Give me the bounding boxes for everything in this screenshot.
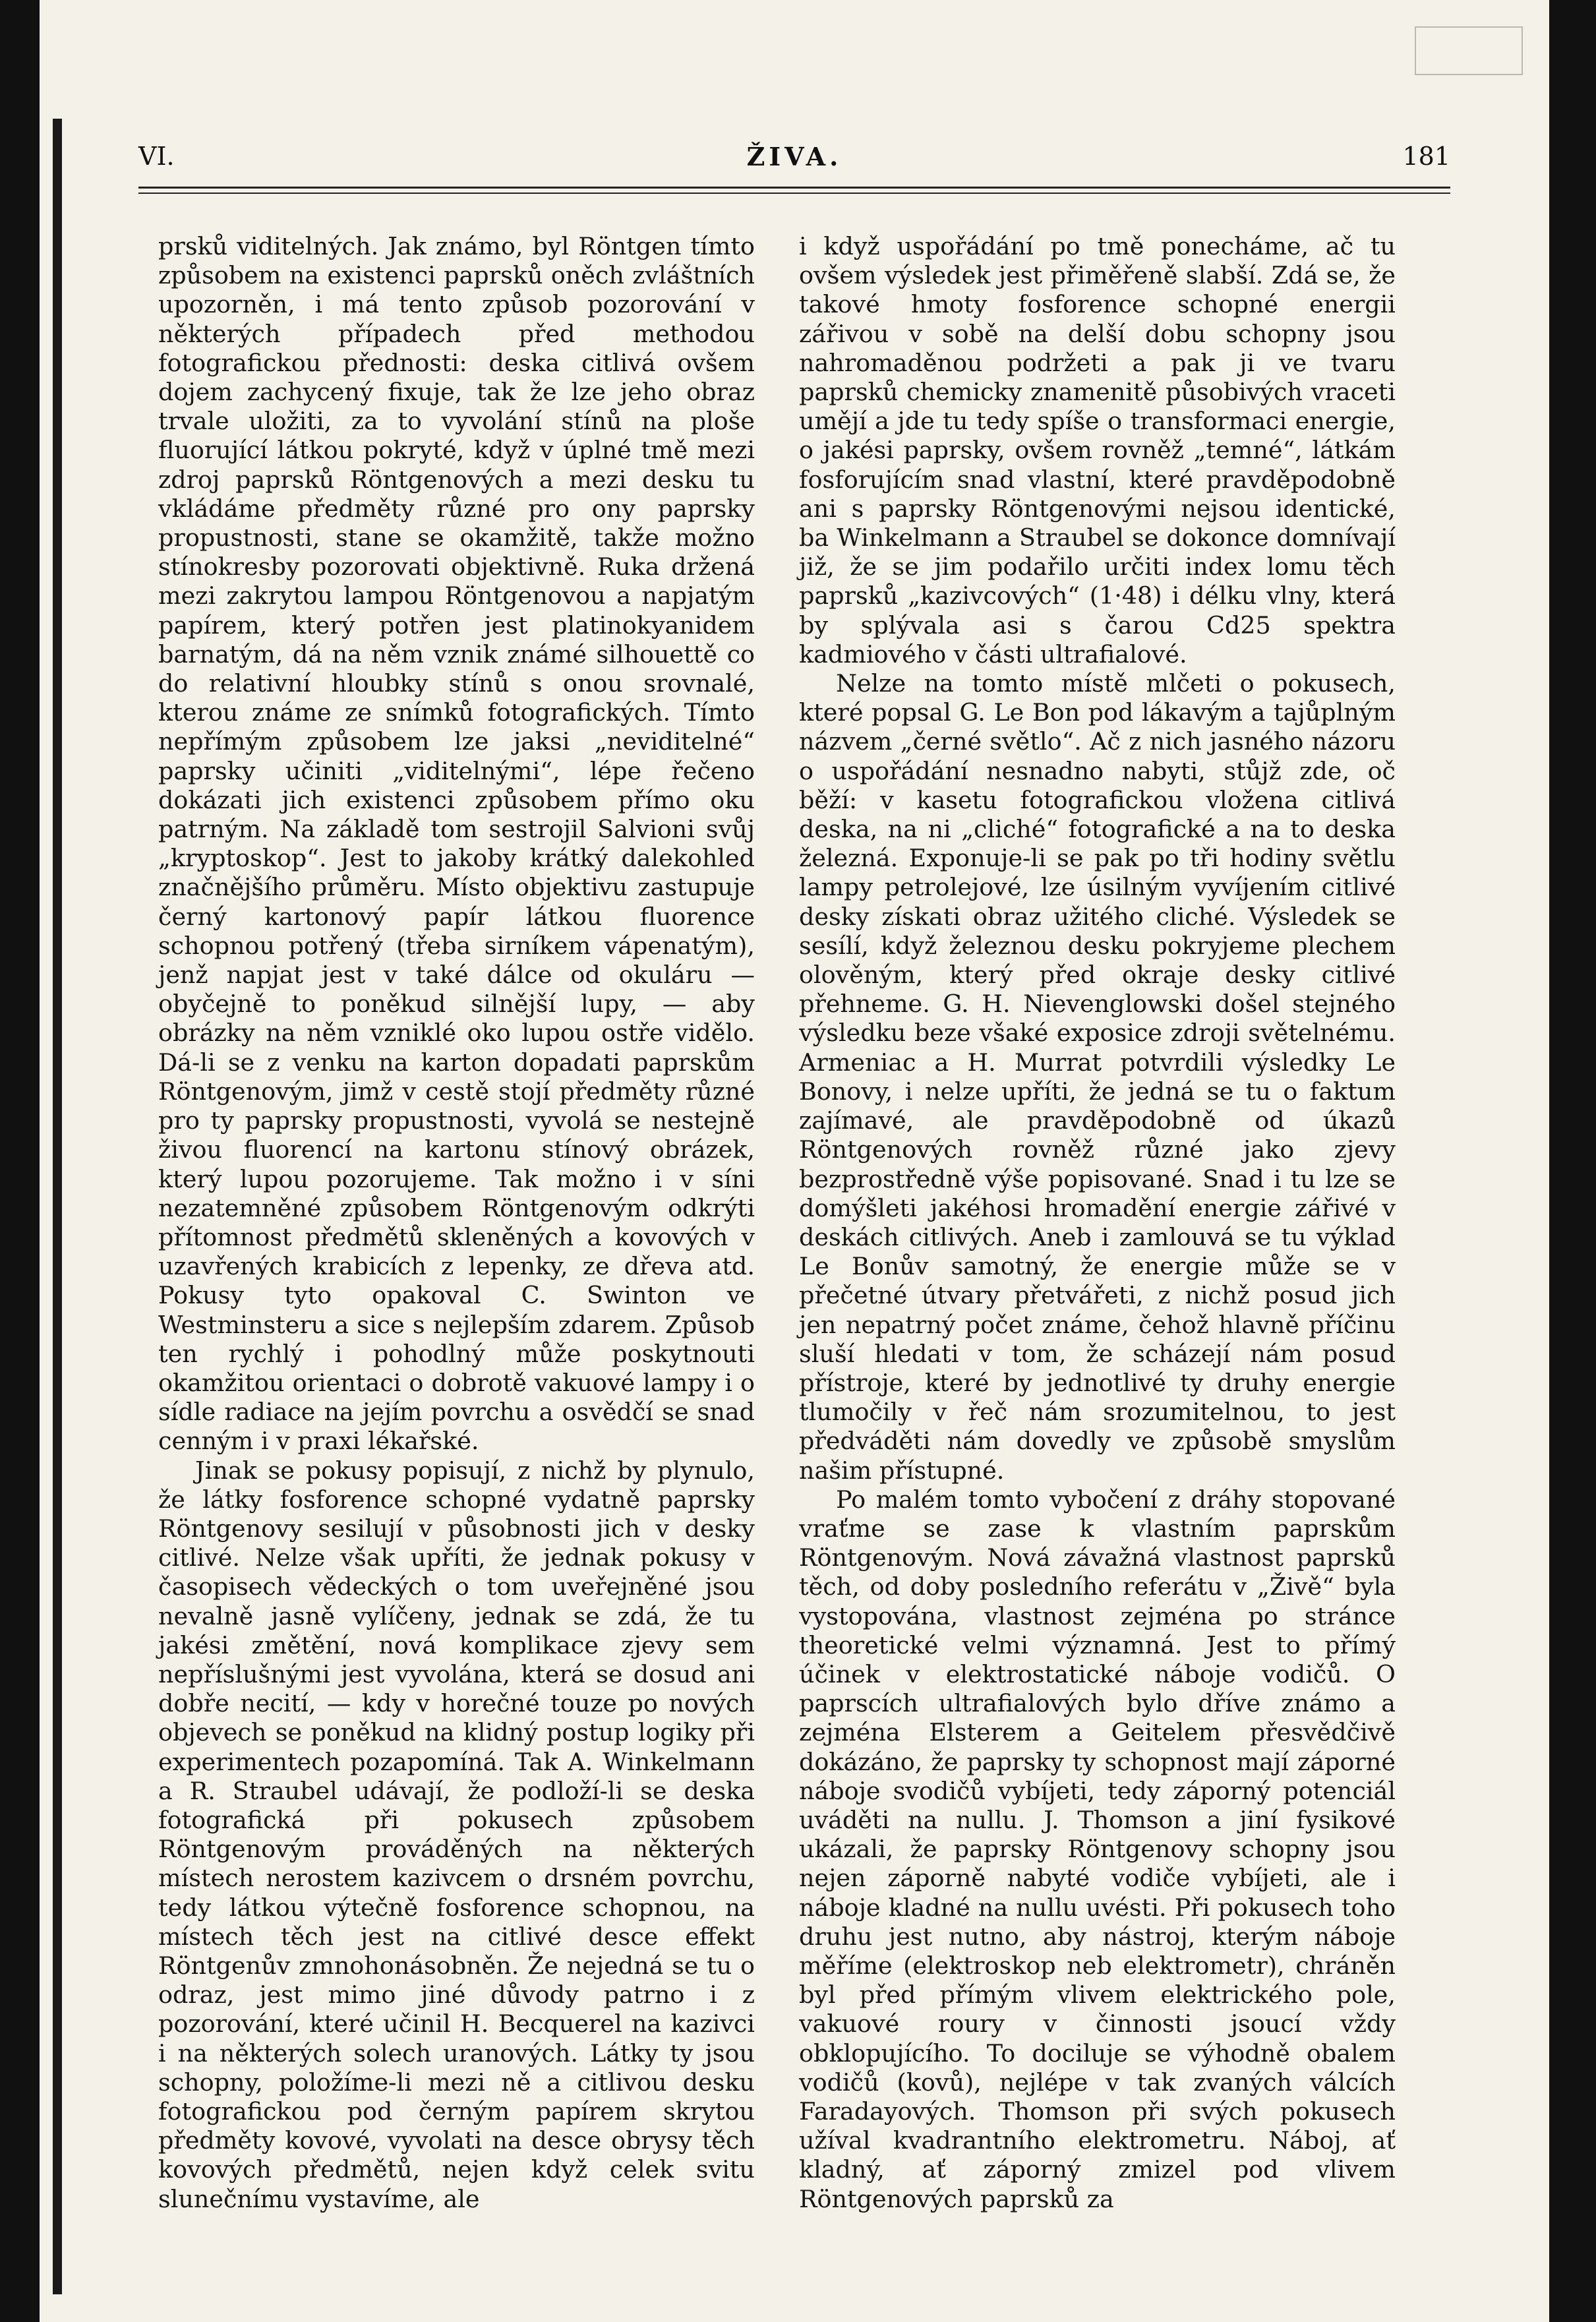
paragraph: Jinak se pokusy popisují, z nichž by plynulo, že látky fosforence schopné vydatně paprsky Röntgenovy sesilují v působnosti jich v desky citlivé. Nelze však upříti, že jednak pokusy v časopisech vědeckých o tom uveřejněné jsou nevalně jasně vylíčeny, jednak se zdá, že tu jakési změtění, nová komplikace zjevy sem nepříslušnými jest vyvolána, která se dosud ani dobře necití, — kdy v horečné touze po nových objevech se poněkud na klidný postup logiky při experimentech pozapomíná. Tak A. Winkelmann a R. Straubel udávají, že podloží-li se deska fotografická při pokusech způsobem Röntgenovým prováděných na některých místech nerostem kazivcem o drsném povrchu, tedy látkou výtečně fosforence schopnou, na místech těch jest na citlivé desce effekt Röntgenův zmnohonásobněn. Že nejedná se tu o odraz, jest mimo jiné důvody patrno i z pozorování, které učinil H. Becquerel na kazivci i na některých solech uranových. Látky ty jsou schopny, položíme-li mezi ně a citlivou desku fotografickou pod černým papírem skrytou předměty kovové, vyvolati na desce obrysy těch kovových předmětů, nejen když celek svitu slunečnímu vystavíme, ale <box>158 1456 755 2213</box>
right-column <box>799 232 1396 2214</box>
header-rule-bottom <box>138 193 1450 194</box>
paragraph: Po malém tomto vybočení z dráhy stopované vraťme se zase k vlastním paprskům Röntgenovým. Nová závažná vlastnost paprsků těch, od doby posledního referátu v „Živě“ byla vystopována, vlastnost zejména po stránce theoretické velmi významná. Jest to přímý účinek v elektrostatické náboje vodičů. O paprscích ultrafialových bylo dříve známo a zejména Elsterem a Geitelem přesvědčivě dokázáno, že paprsky ty schopnost mají záporné náboje svodičů vybíjeti, tedy záporný potenciál uváděti na nullu. J. Thomson a jiní fysikové ukázali, že paprsky Röntgenovy schopny jsou nejen záporně nabyté vodiče vybíjeti, ale i náboje kladné na nullu uvésti. Při pokusech toho druhu jest nutno, aby nástroj, kterým náboje měříme (elektroskop neb elektrometr), chráněn byl před přímým vlivem elektrického pole, vakuové roury v činnosti jsoucí vždy obklopujícího. To dociluje se výhodně obalem vodičů (kovů), nejlépe v tak zvaných válcích Faradayových. Thomson při svých pokusech užíval kvadrantního elektrometru. Náboj, ať kladný, ať záporný zmizel pod vlivem Röntgenových paprsků za <box>799 1485 1396 2213</box>
paragraph: prsků viditelných. Jak známo, byl Röntgen tímto způsobem na existenci paprsků oněch zvláštních upozorněn, i má tento způsob pozorování v některých případech před methodou fotografickou přednosti: deska citlivá ovšem dojem zachycený fixuje, tak že lze jeho obraz trvale uložiti, za to vyvolání stínů na ploše fluorující látkou pokryté, když v úplné tmě mezi zdroj paprsků Röntgenových a mezi desku tu vkládáme předměty různé pro ony paprsky propustnosti, stane se okamžitě, takže možno stínokresby pozorovati objektivně. Ruka držená mezi zakrytou lampou Röntgenovou a napjatým papírem, který potřen jest platinokyanidem barnatým, dá na něm vznik známé silhouettě co do relativní hloubky stínů s onou srovnalé, kterou známe ze snímků fotografických. Tímto nepřímým způsobem lze jaksi „neviditelné“ paprsky učiniti „viditelnými“, lépe řečeno dokázati jich existenci způsobem přímo oku patrným. Na základě tom sestrojil Salvioni svůj „kryptoskop“. Jest to jakoby krátký dalekohled značnějšího průměru. Místo objektivu zastupuje černý kartonový papír látkou fluorence schopnou potřený (třeba sirníkem vápenatým), jenž napjat jest v také dálce od okuláru — obyčejně to poněkud silnější lupy, — aby obrázky na něm vzniklé oko lupou ostře vidělo. Dá-li se z venku na karton dopadati paprskům Röntgenovým, jimž v cestě stojí předměty různé pro ty paprsky propustnosti, vyvolá se nestejně živou fluorencí na kartonu stínový obrázek, který lupou pozorujeme. Tak možno i v síni nezatemněné způsobem Röntgenovým odkrýti přítomnost předmětů skleněných a kovových v uzavřených krabicích z lepenky, ze dřeva atd. Pokusy tyto opakoval C. Swinton ve Westminsteru a sice s nejlepším zdarem. Způsob ten rychlý i pohodlný může poskytnouti okamžitou orientaci o dobrotě vakuové lampy i o sídle radiace na jejím povrchu a osvědčí se snad cenným i v praxi lékařské. <box>158 232 755 1456</box>
book-page <box>40 0 1549 2322</box>
page-number: 181 <box>1402 142 1450 171</box>
volume-number: VI. <box>138 142 175 171</box>
scan-mark <box>1415 26 1523 75</box>
binding-edge <box>53 119 62 2294</box>
journal-title: ŽIVA. <box>746 142 842 171</box>
paragraph: Nelze na tomto místě mlčeti o pokusech, které popsal G. Le Bon pod lákavým a tajůplným názvem „černé světlo“. Ač z nich jasného názoru o uspořádání nesnadno nabyti, stůjž zde, oč běží: v kasetu fotografickou vložena citlivá deska, na ni „cliché“ fotografické a na to deska železná. Exponuje-li se pak po tři hodiny světlu lampy petrolejové, lze úsilným vyvíjením citlivé desky získati obraz užitého cliché. Výsledek se sesílí, když železnou desku pokryjeme plechem olověným, který před okraje desky citlivé přehneme. G. H. Nievenglowski došel stejného výsledku beze všaké exposice zdroji světelnému. Armeniac a H. Murrat potvrdili výsledky Le Bonovy, i nelze upříti, že jedná se tu o faktum zajímavé, ale pravděpodobně od úkazů Röntgenových rovněž různé jako zjevy bezprostředně výše popisované. Snad i tu lze se domýšleti jakéhosi hromadění energie zářivé v deskách citlivých. Aneb i zamlouvá se tu výklad Le Bonův samotný, že energie může se v přečetné útvary přetvářeti, z nichž posud jich jen nepatrný počet známe, čehož hlavně příčinu sluší hledati v tom, že scházejí nám posud přístroje, které by jednotlivé ty druhy energie tlumočily v řeč nám srozumitelnou, to jest předváděti nám dovedly ve způsobě smyslům našim přístupné. <box>799 669 1396 1485</box>
running-header <box>138 142 1450 181</box>
paragraph: i když uspořádání po tmě ponecháme, ač tu ovšem výsledek jest přiměřeně slabší. Zdá se, že takové hmoty fosforence schopné energii zářivou v sobě na delší dobu schopny jsou nahromaděnou podržeti a pak ji ve tvaru paprsků chemicky znamenitě působivých vraceti umějí a jde tu tedy spíše o transformaci energie, o jakési paprsky, ovšem rovněž „temné“, látkám fosforujícím snad vlastní, které pravděpodobně ani s paprsky Röntgenovými nejsou identické, ba Winkelmann a Straubel se dokonce domnívají již, že se jim podařilo určiti index lomu těch paprsků „kazivcových“ (1·48) i délku vlny, která by splývala asi s čarou Cd25 spektra kadmiového v části ultrafialové. <box>799 232 1396 669</box>
header-rule-top <box>138 187 1450 189</box>
left-column <box>158 232 755 2214</box>
